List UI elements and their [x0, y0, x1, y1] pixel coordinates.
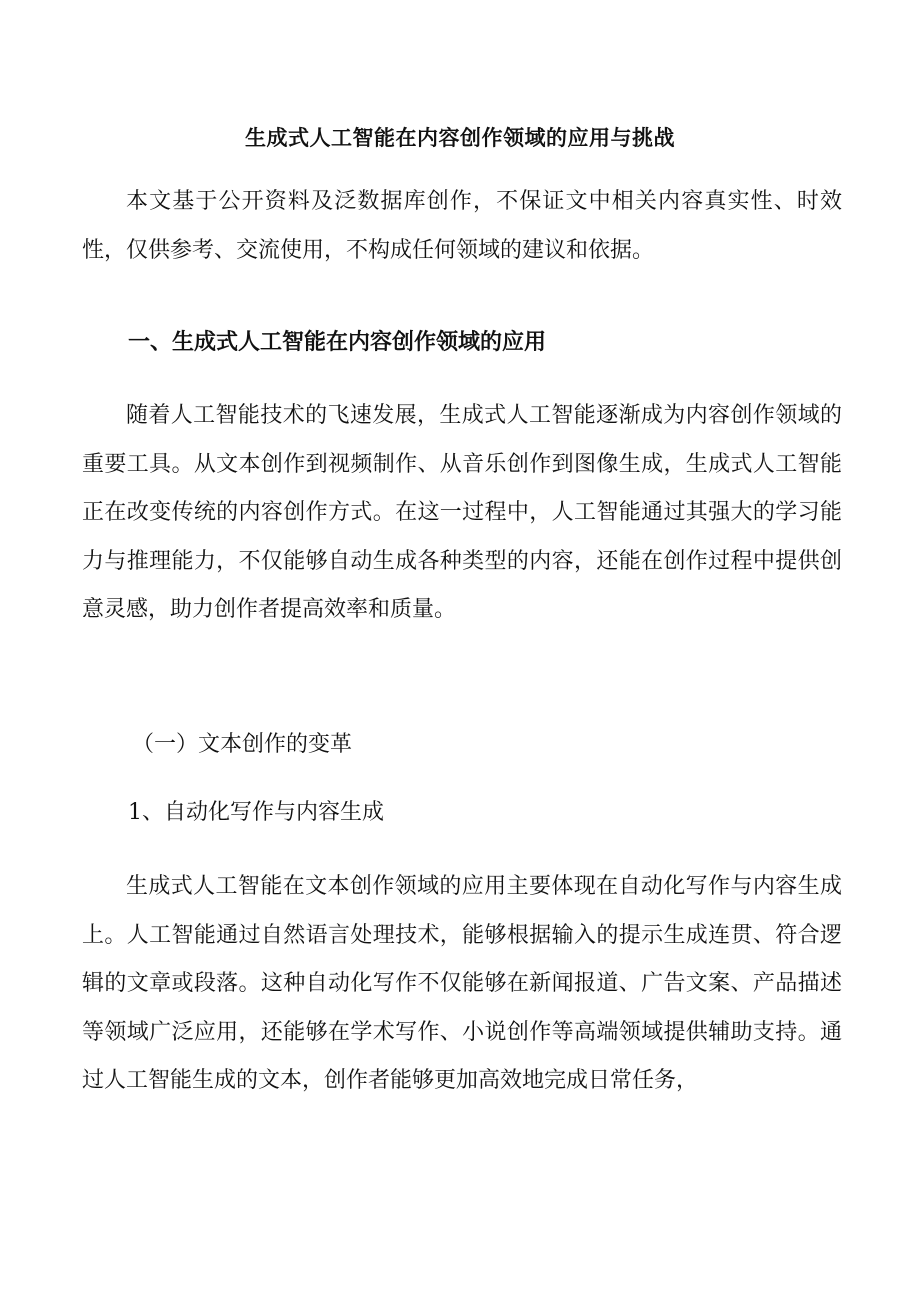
item-heading: 1、自动化写作与内容生成: [128, 800, 384, 825]
section-paragraph: 随着人工智能技术的飞速发展，生成式人工智能逐渐成为内容创作领域的重要工具。从文本创作到视频制作、从音乐创作到图像生成，生成式人工智能正在改变传统的内容创作方式。在这一过程中，人工智能通过其强大的学习能力与推理能力，不仅能够自动生成各种类型的内容，还能在创作过程中提供创意灵感，助力创作者提高效率和质量。: [82, 403, 842, 622]
document-title: 生成式人工智能在内容创作领域的应用与挑战: [245, 126, 675, 150]
section-heading: 一、生成式人工智能在内容创作领域的应用: [128, 330, 547, 355]
item-paragraph: 生成式人工智能在文本创作领域的应用主要体现在自动化写作与内容生成上。人工智能通过自然语言处理技术，能够根据输入的提示生成连贯、符合逻辑的文章或段落。这种自动化写作不仅能够在新闻报道、广告文案、产品描述等领域广泛应用，还能够在学术写作、小说创作等高端领域提供辅助支持。通过人工智能生成的文本，创作者能够更加高效地完成日常任务，: [82, 874, 842, 1093]
subsection-heading: （一）文本创作的变革: [132, 732, 353, 757]
disclaimer-paragraph: 本文基于公开资料及泛数据库创作，不保证文中相关内容真实性、时效性，仅供参考、交流使用，不构成任何领域的建议和依据。: [82, 189, 842, 263]
